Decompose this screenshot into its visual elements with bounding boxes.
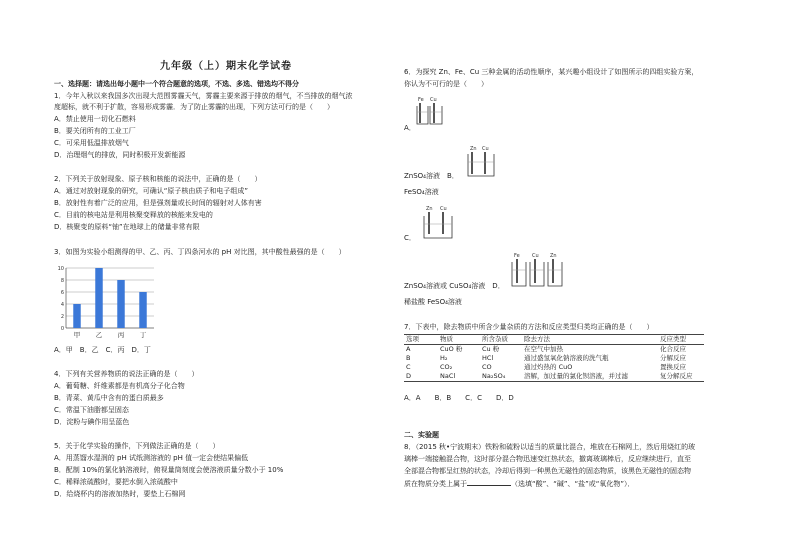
- y-tick-label: 6: [60, 290, 64, 296]
- q7-header-impurity: 所含杂质: [480, 335, 522, 345]
- q8-line1: 8．（2015 秋•宁波期末）铁粉和硫粉以适当的质量比混合，堆放在石棉网上，然后用烧红的玻: [404, 443, 696, 451]
- table-cell: D: [404, 372, 438, 382]
- q7-header-option: 选项: [404, 335, 438, 345]
- q6-option-d-solution: 稀盐酸 FeSO₄溶液: [404, 298, 462, 306]
- section-2-heading: 二、实验题: [404, 431, 439, 439]
- q2-option-d: D．核聚变的原料“铀”在地球上的储量非常有限: [54, 223, 200, 231]
- table-cell: HCl: [482, 354, 494, 362]
- bar-乙: [95, 268, 102, 328]
- q1-option-c: C．可采用低温排放烟气: [54, 139, 129, 147]
- y-tick-label: 0: [60, 326, 64, 332]
- q5-option-b: B．配制 10%的氯化钠溶液时，俯视量筒刻度会使溶液质量分数小于 10%: [54, 466, 284, 474]
- table-cell: 置换反应: [660, 363, 686, 371]
- svg-text:Cu: Cu: [482, 146, 489, 152]
- q3-options: A．甲 B．乙 C．丙 D．丁: [54, 346, 151, 354]
- table-cell: 化合反应: [660, 345, 686, 353]
- table-cell: 复分解反应: [658, 372, 704, 382]
- table-cell: CuO 粉: [440, 345, 463, 353]
- ph-bar-chart: [54, 262, 164, 342]
- bar-丁: [139, 292, 146, 328]
- table-cell: 在空气中加热: [524, 345, 563, 353]
- q2-option-c: C．目前的核电站是利用核聚变释放的核能来发电的: [54, 211, 213, 219]
- q4-option-a: A．葡萄糖、纤维素都是有机高分子化合物: [54, 382, 185, 390]
- table-cell: 通过灼热的 CuO: [524, 363, 573, 371]
- setup-d-diagram: [510, 250, 572, 290]
- x-tick-label: 丁: [139, 331, 147, 339]
- q5-stem: 5．关于化学实验的操作，下列做法正确的是（ ）: [54, 442, 220, 450]
- q1-option-a: A．禁止使用一切化石燃料: [54, 115, 136, 123]
- table-cell: 通过盛氢氧化钠溶液的洗气瓶: [524, 354, 609, 362]
- table-cell: Cu 粉: [482, 345, 500, 353]
- q5-option-d: D．给烧杯内的溶液加热时，要垫上石棉网: [54, 490, 186, 498]
- q7-options: A．A B．B C．C D．D: [404, 394, 514, 402]
- table-cell: NaCl: [438, 372, 480, 382]
- table-cell: A: [406, 345, 411, 353]
- table-cell: H₂: [440, 354, 448, 362]
- q6-option-b-label: ZnSO₄溶液 B．: [404, 172, 459, 180]
- q7-header-method: 除去方法: [522, 335, 658, 345]
- setup-c-diagram: [418, 204, 458, 240]
- setup-b-diagram: [464, 144, 500, 178]
- q8-line4: [404, 479, 635, 489]
- setup-a-diagram: [416, 94, 452, 126]
- section-1-heading: 一、选择题：请选出每小题中一个符合题意的选项，不选、多选、错选均不得分: [54, 80, 299, 88]
- svg-text:Fe: Fe: [514, 253, 520, 259]
- q7-table-header: [404, 335, 704, 345]
- table-row: [404, 345, 704, 355]
- q7-header-substance: 物质: [438, 335, 480, 345]
- exam-title: 九年级（上）期末化学试卷: [160, 61, 292, 72]
- svg-text:Zn: Zn: [426, 206, 433, 212]
- q7-stem: 7．下表中，除去物质中所含少量杂质的方法和反应类型归类均正确的是（ ）: [404, 323, 654, 331]
- q1-stem-line2: 度超标，就不利于扩散，容易形成雾霾．为了防止雾霾的出现，下列方法可行的是（ ）: [54, 103, 334, 111]
- x-tick-label: 甲: [73, 331, 81, 339]
- q8-line2: 璃棒一端接触混合物，这时部分混合物迅速变红热状态，撤离玻璃棒后，反应继续进行，直至: [404, 455, 691, 463]
- q7-header-reaction: 反应类型: [658, 335, 704, 345]
- table-cell: 溶解，加过量的氯化钡溶液，并过滤: [522, 372, 658, 382]
- bar-甲: [73, 304, 80, 328]
- q1-stem-line1: 1．今年入秋以来我国多次出现大范围雾霾天气，雾霾主要来源于排放的烟气，不当排放的烟气浓: [54, 92, 353, 100]
- q6-stem-line1: 6．为探究 Zn、Fe、Cu 三种金属的活动性顺序，某兴趣小组设计了如图所示的四组实验方案，: [404, 68, 699, 76]
- q2-stem: 2．下列关于放射现象、原子核和核能的说法中，正确的是（ ）: [54, 175, 262, 183]
- answer-blank[interactable]: [467, 479, 511, 486]
- svg-text:Zn: Zn: [550, 253, 557, 259]
- q4-option-b: B．青菜、黄瓜中含有的蛋白质最多: [54, 394, 164, 402]
- q6-option-b-solution: FeSO₄溶液: [404, 188, 439, 196]
- q5-option-c: C．稀释浓硫酸时，要把水倒入浓硫酸中: [54, 478, 178, 486]
- y-tick-label: 10: [57, 266, 64, 272]
- q8-line3: 全部混合物都呈红热的状态，冷却后得到一种黑色无磁性的固态物质，该黑色无磁性的固态物: [404, 467, 691, 475]
- x-tick-label: 乙: [95, 331, 103, 339]
- q2-option-a: A．通过对放射现象的研究，可确认“原子核由质子和电子组成”: [54, 187, 249, 195]
- q2-option-b: B．放射性有着广泛的应用，但是强剂量或长时间的辐射对人体有害: [54, 199, 262, 207]
- table-row: [404, 354, 704, 363]
- y-tick-label: 8: [60, 278, 64, 284]
- q4-stem: 4．下列有关营养物质的说法正确的是（ ）: [54, 370, 199, 378]
- table-row: [404, 363, 704, 372]
- y-tick-label: 4: [60, 302, 64, 308]
- svg-text:Zn: Zn: [470, 146, 477, 152]
- svg-text:Cu: Cu: [430, 97, 437, 103]
- q1-option-b: B．要关闭所有的工业工厂: [54, 127, 136, 135]
- q6-option-a-label: A．: [404, 124, 416, 132]
- table-row: [404, 372, 704, 382]
- x-tick-label: 丙: [117, 331, 125, 339]
- table-cell: Na₂SO₄: [480, 372, 522, 382]
- svg-text:Cu: Cu: [532, 253, 539, 259]
- table-cell: 分解反应: [660, 354, 686, 362]
- bar-丙: [117, 280, 124, 328]
- q8-line4-start: 质在物质分类上属于: [404, 480, 467, 488]
- svg-text:Cu: Cu: [440, 206, 447, 212]
- table-cell: CO: [482, 363, 492, 371]
- q7-table: [404, 334, 704, 382]
- table-cell: B: [406, 354, 411, 362]
- q6-option-c-label: C．: [404, 234, 416, 242]
- q4-option-c: C．常温下油脂都呈固态: [54, 406, 129, 414]
- q1-option-d: D．治理烟气的排放，同时积极开发新能源: [54, 151, 186, 159]
- table-cell: C: [406, 363, 411, 371]
- y-tick-label: 2: [60, 314, 64, 320]
- q6-option-d-label: ZnSO₄溶液或 CuSO₄溶液 D．: [404, 282, 505, 290]
- q5-option-a: A．用蒸馏水湿润的 pH 试纸测溶液的 pH 值一定会使结果偏低: [54, 454, 249, 462]
- q3-stem: 3．如图为实验小组测得的甲、乙、丙、丁四条河水的 pH 对比图，其中酸性最强的是（ ）: [54, 248, 346, 256]
- svg-text:Fe: Fe: [418, 97, 424, 103]
- table-cell: CO₂: [440, 363, 453, 371]
- q6-stem-line2: 你认为不可行的是（ ）: [404, 80, 488, 88]
- q8-line4-end: （选填“酸”、“碱”、“盐”或“氧化物”）．: [511, 480, 635, 488]
- q4-option-d: D．淀粉与碘作用呈蓝色: [54, 418, 130, 426]
